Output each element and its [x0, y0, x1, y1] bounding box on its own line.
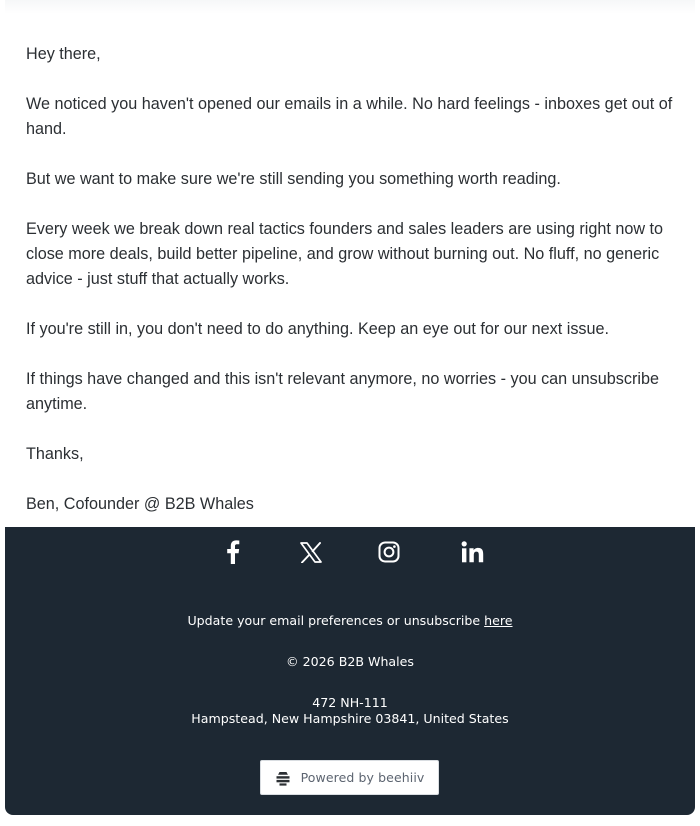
preferences-line: [5, 613, 695, 629]
paragraph-intro: We noticed you haven't opened our emails in a while. No hard feelings - inboxes get out of hand.: [26, 95, 673, 138]
preferences-text: Update your email preferences or unsubscribe: [187, 613, 485, 628]
beehiiv-logo-icon: [275, 770, 291, 786]
instagram-icon[interactable]: [374, 537, 404, 567]
address-line-2: Hampstead, New Hampshire 03841, United States: [191, 711, 509, 726]
linkedin-icon[interactable]: [458, 537, 488, 567]
signature: Ben, Cofounder @ B2B Whales: [26, 495, 254, 513]
address-line-1: 472 NH-111: [312, 695, 388, 710]
facebook-icon[interactable]: [218, 537, 248, 567]
header-edge: [5, 0, 695, 14]
greeting: Hey there,: [26, 45, 101, 63]
paragraph-still-in: If you're still in, you don't need to do anything. Keep an eye out for our next issue.: [26, 320, 610, 338]
sign-off: Thanks,: [26, 445, 84, 463]
social-links: [5, 537, 695, 567]
copyright: © 2026 B2B Whales: [286, 654, 414, 669]
powered-by-beehiiv-button[interactable]: [260, 760, 439, 795]
powered-by-label: Powered by beehiiv: [300, 770, 425, 785]
email-body: [26, 42, 676, 542]
paragraph-unsubscribe: If things have changed and this isn't relevant anymore, no worries - you can unsubscribe anytime.: [26, 370, 659, 413]
x-icon[interactable]: [296, 537, 326, 567]
email-footer: [5, 527, 695, 815]
paragraph-worth-reading: But we want to make sure we're still sending you something worth reading.: [26, 170, 561, 188]
paragraph-value: Every week we break down real tactics founders and sales leaders are using right now to close more deals, build better pipeline, and grow without burning out. No fluff, no generic advice - just stuff that actually works.: [26, 220, 664, 288]
unsubscribe-link[interactable]: here: [484, 613, 513, 628]
